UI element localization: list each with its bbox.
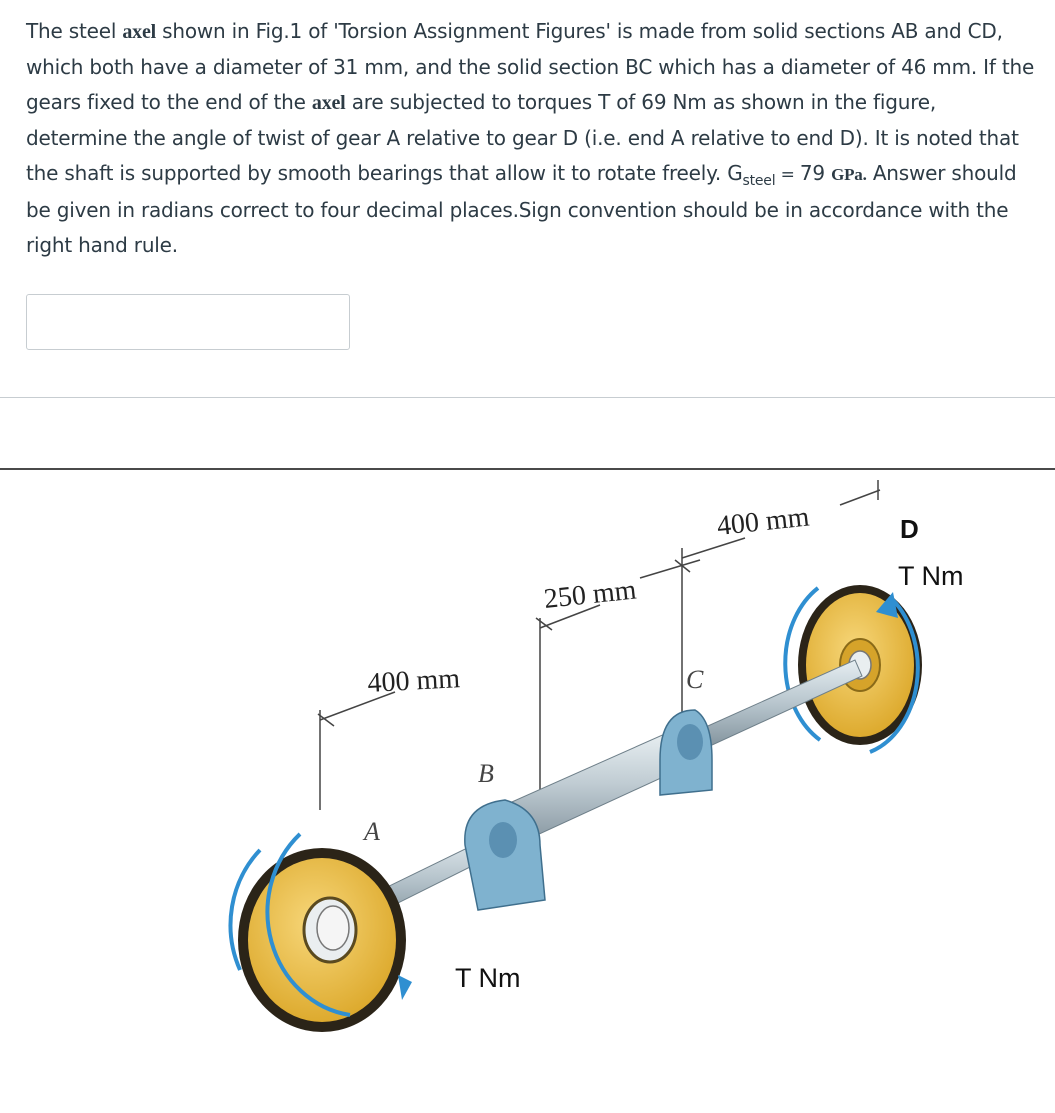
point-label-c: C xyxy=(686,665,704,694)
point-label-a: A xyxy=(364,817,380,846)
dimension-line-bc-end xyxy=(640,560,700,578)
question-text-part: shown in Fig.1 of 'Torsion Assignment Figures' is made from solid sections AB and CD, which both have a diameter of 31 mm, and the solid section BC which has a diameter of 46 mm. If the gears fixed to the end of the xyxy=(26,19,1035,114)
arrow-head-icon xyxy=(398,975,412,1000)
shear-modulus-unit: GPa. xyxy=(831,165,867,184)
gear-a xyxy=(231,834,412,1032)
dimension-label-ab: 400 mm xyxy=(366,663,461,699)
question-text-part: are subjected to torques T of 69 Nm as shown in the figure, determine the angle of twist of gear A relative to gear D (i.e. end A relative to end D). It is noted that the shaft is supported by smooth bearings that allow it to rotate freely. G xyxy=(26,90,1019,185)
point-label-b: B xyxy=(478,759,494,788)
shear-modulus-subscript: steel xyxy=(742,173,776,189)
dimension-line-cd-end xyxy=(840,490,880,505)
torsion-figure xyxy=(0,470,1055,1113)
torque-label-d: T Nm xyxy=(898,561,964,591)
dimension-line-cd xyxy=(682,538,745,558)
gear-a-bore xyxy=(317,906,349,950)
torque-label-a: T Nm xyxy=(455,963,521,993)
question-text xyxy=(26,14,1036,263)
dimension-label-cd: 400 mm xyxy=(715,501,811,542)
bearing-b-bore xyxy=(489,822,517,858)
point-label-d: D xyxy=(900,514,919,544)
bearing-c-bore xyxy=(677,724,703,760)
equals-sign: = xyxy=(775,165,800,185)
shear-modulus-value: 79 xyxy=(799,161,832,185)
question-term-axel: axel xyxy=(122,21,156,43)
question-text-part: Answer should be given in radians correct to four decimal places.Sign convention should be in accordance with the right hand rule. xyxy=(26,161,1017,257)
question-term-axel: axel xyxy=(311,92,346,114)
answer-input[interactable] xyxy=(26,294,350,350)
dimension-label-bc: 250 mm xyxy=(542,574,638,615)
divider xyxy=(0,397,1055,398)
torsion-figure-svg xyxy=(0,470,1055,1113)
question-text-part: The steel xyxy=(26,19,123,43)
bearing-c xyxy=(660,710,712,795)
